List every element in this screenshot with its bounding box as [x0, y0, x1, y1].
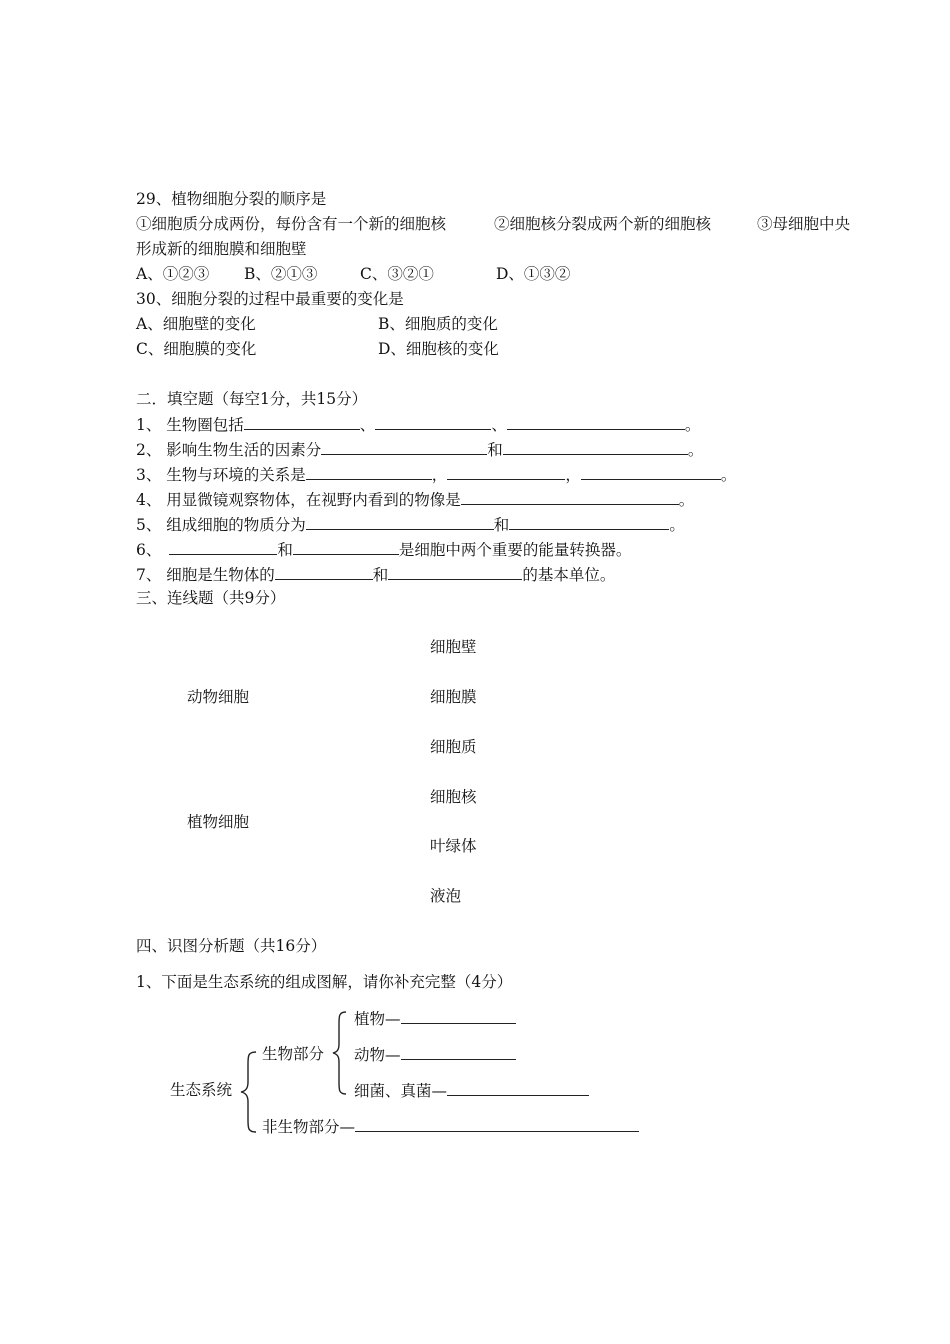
q29-choice-b: B、②①③ — [244, 265, 318, 283]
diagram-question: 1、下面是生态系统的组成图解，请你补充完整（4分） — [136, 973, 513, 991]
diagram-animal-row — [354, 1044, 516, 1065]
fill-q1-text: 1、 生物圈包括 — [136, 416, 244, 434]
match-right-cell-wall[interactable]: 细胞壁 — [430, 638, 477, 656]
separator: ， — [431, 466, 448, 484]
answer-blank[interactable] — [401, 1008, 516, 1024]
fill-q3-text: 3、 生物与环境的关系是 — [136, 466, 306, 484]
fill-q5-text: 5、 组成细胞的物质分为 — [136, 516, 306, 534]
fill-q2 — [136, 439, 703, 460]
q29-option-1: ①细胞质分成两份，每份含有一个新的细胞核 — [136, 215, 447, 233]
match-left-plant-cell[interactable]: 植物细胞 — [187, 813, 250, 831]
diagram-nonbiotic-label: 非生物部分— — [262, 1118, 356, 1136]
fill-q3 — [136, 464, 736, 485]
answer-blank[interactable] — [447, 464, 565, 480]
q30-title: 30、细胞分裂的过程中最重要的变化是 — [136, 290, 404, 308]
answer-blank[interactable] — [306, 464, 432, 480]
fill-q5 — [136, 514, 685, 535]
period: 。 — [669, 516, 685, 534]
answer-blank[interactable] — [581, 464, 721, 480]
answer-blank[interactable] — [503, 439, 688, 455]
diagram-biotic-part: 生物部分 — [262, 1045, 325, 1063]
period: 。 — [678, 491, 695, 509]
q30-choice-a: A、细胞壁的变化 — [136, 315, 256, 333]
separator: 、 — [491, 416, 507, 434]
q29-title: 29、植物细胞分裂的顺序是 — [136, 190, 327, 208]
diagram-section-heading: 四、识图分析题（共16分） — [136, 937, 327, 955]
match-right-cell-membrane[interactable]: 细胞膜 — [430, 688, 477, 706]
match-section-heading: 三、连线题（共9分） — [136, 589, 286, 607]
answer-blank[interactable] — [355, 1116, 639, 1132]
answer-blank[interactable] — [321, 439, 487, 455]
separator: 和 — [277, 541, 293, 559]
diagram-root-ecosystem: 生态系统 — [170, 1081, 233, 1099]
fill-q6-text: 6、 — [136, 541, 162, 559]
match-right-cytoplasm[interactable]: 细胞质 — [430, 738, 477, 756]
fill-q7-suffix: 的基本单位。 — [522, 566, 616, 584]
q29-option-2: ②细胞核分裂成两个新的细胞核 — [494, 215, 712, 233]
diagram-animal-label: 动物— — [354, 1046, 401, 1064]
q30-choice-b: B、细胞质的变化 — [378, 315, 498, 333]
fill-q4-text: 4、 用显微镜观察物体，在视野内看到的物像是 — [136, 491, 461, 509]
diagram-plant-label: 植物— — [354, 1010, 401, 1028]
left-curly-brace-icon — [238, 1050, 260, 1134]
period: 。 — [684, 416, 701, 434]
answer-blank[interactable] — [401, 1044, 516, 1060]
separator: 和 — [372, 566, 389, 584]
fill-q7-text: 7、 细胞是生物体的 — [136, 566, 275, 584]
q29-choice-d: D、①③② — [496, 265, 571, 283]
answer-blank[interactable] — [461, 489, 679, 505]
separator: 和 — [487, 441, 503, 459]
match-right-nucleus[interactable]: 细胞核 — [430, 788, 477, 806]
fill-q4 — [136, 489, 694, 510]
match-right-vacuole[interactable]: 液泡 — [430, 887, 462, 905]
answer-blank[interactable] — [293, 539, 399, 555]
diagram-plant-row — [354, 1008, 516, 1029]
period: 。 — [687, 441, 704, 459]
fill-q2-text: 2、 影响生物生活的因素分 — [136, 441, 322, 459]
separator: 、 — [359, 416, 376, 434]
fill-q7 — [136, 564, 615, 585]
q29-option-3b: 形成新的细胞膜和细胞壁 — [136, 240, 307, 258]
answer-blank[interactable] — [507, 414, 685, 430]
match-left-animal-cell[interactable]: 动物细胞 — [187, 688, 250, 706]
answer-blank[interactable] — [275, 564, 373, 580]
fill-section-heading: 二．填空题（每空1分，共15分） — [136, 390, 368, 408]
answer-blank[interactable] — [388, 564, 522, 580]
fill-q6 — [136, 539, 631, 560]
q29-choice-c: C、③②① — [360, 265, 434, 283]
answer-blank[interactable] — [509, 514, 669, 530]
q29-option-3a: ③母细胞中央 — [757, 215, 851, 233]
diagram-microbe-label: 细菌、真菌— — [354, 1082, 448, 1100]
answer-blank[interactable] — [447, 1080, 589, 1096]
q29-choice-a: A、①②③ — [136, 265, 210, 283]
match-right-chloroplast[interactable]: 叶绿体 — [430, 837, 477, 855]
answer-blank[interactable] — [244, 414, 360, 430]
separator: 和 — [493, 516, 510, 534]
diagram-microbe-row — [354, 1080, 589, 1101]
q30-choice-d: D、细胞核的变化 — [378, 340, 499, 358]
answer-blank[interactable] — [169, 539, 277, 555]
diagram-nonbiotic-row — [262, 1116, 639, 1137]
fill-q6-suffix: 是细胞中两个重要的能量转换器。 — [398, 541, 632, 559]
q30-choice-c: C、细胞膜的变化 — [136, 340, 257, 358]
separator: ， — [565, 466, 581, 484]
answer-blank[interactable] — [375, 414, 491, 430]
period: 。 — [720, 466, 737, 484]
left-curly-brace-icon — [330, 1010, 350, 1096]
answer-blank[interactable] — [306, 514, 494, 530]
fill-q1 — [136, 414, 700, 435]
